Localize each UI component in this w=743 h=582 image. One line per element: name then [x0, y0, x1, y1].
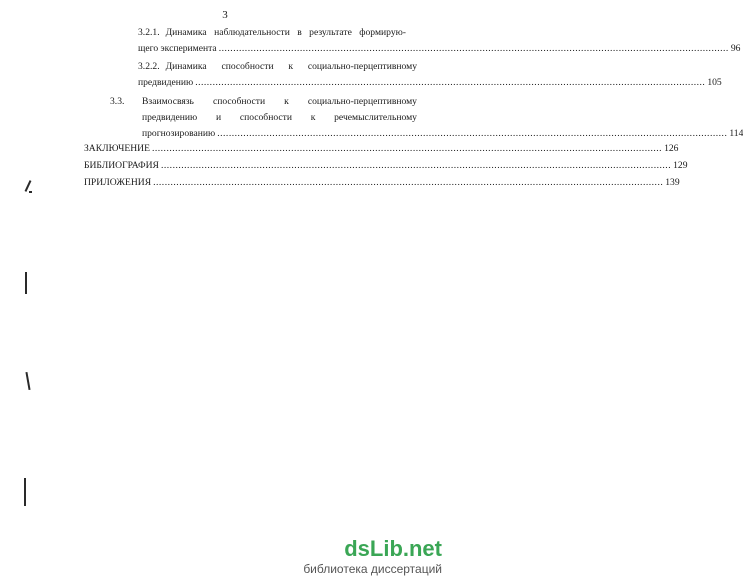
leader-dots: ................................................................................................................................................................................ — [218, 43, 729, 54]
entry-title: ЗАКЛЮЧЕНИЕ — [84, 143, 150, 154]
leader-dots: ................................................................................................................................................................................ — [151, 143, 663, 154]
entry-number: 3.2.2. — [138, 61, 160, 72]
entry-title-line1: Динамика способности к социально-перцептивному — [165, 61, 417, 72]
scan-mark — [25, 272, 27, 294]
scan-mark — [29, 191, 32, 193]
entry-title-line2: щего эксперимента — [138, 43, 217, 54]
leader-dots: ................................................................................................................................................................................ — [160, 160, 672, 171]
watermark-subtitle: библиотека диссертаций — [303, 562, 442, 576]
leader-dots: ................................................................................................................................................................................ — [153, 177, 664, 188]
entry-title-line3: прогнозированию — [142, 128, 216, 139]
entry-title-line1: Динамика наблюдательности в результате формирую- — [165, 27, 406, 38]
entry-title-line2: предвидению и способности к речемыслительному — [142, 112, 417, 123]
entry-page-number: 114 — [729, 128, 743, 139]
entry-page-number: 129 — [673, 160, 688, 171]
scan-mark — [25, 372, 30, 390]
entry-page-number: 105 — [707, 77, 722, 88]
entry-title-line1: Взаимосвязь способности к социально-перцептивному — [142, 96, 417, 107]
page-number: 3 — [222, 9, 228, 21]
entry-page-number: 96 — [730, 43, 741, 54]
entry-page-number: 139 — [665, 177, 680, 188]
watermark-logo: dsLib.net — [344, 536, 442, 561]
scan-mark — [24, 478, 26, 506]
entry-title-line2: предвидению — [138, 77, 194, 88]
entry-title: БИБЛИОГРАФИЯ — [84, 160, 159, 171]
entry-number: 3.2.1. — [138, 27, 160, 38]
toc-entry-appendix — [84, 176, 680, 189]
entry-page-number: 126 — [664, 143, 679, 154]
toc-entry-conclusion — [84, 142, 679, 155]
watermark — [303, 538, 442, 576]
entry-number: 3.3. — [110, 96, 125, 107]
leader-dots: ................................................................................................................................................................................ — [217, 128, 728, 139]
leader-dots: ................................................................................................................................................................................ — [195, 77, 706, 88]
entry-title: ПРИЛОЖЕНИЯ — [84, 177, 152, 188]
toc-entry-bibliography — [84, 159, 688, 172]
